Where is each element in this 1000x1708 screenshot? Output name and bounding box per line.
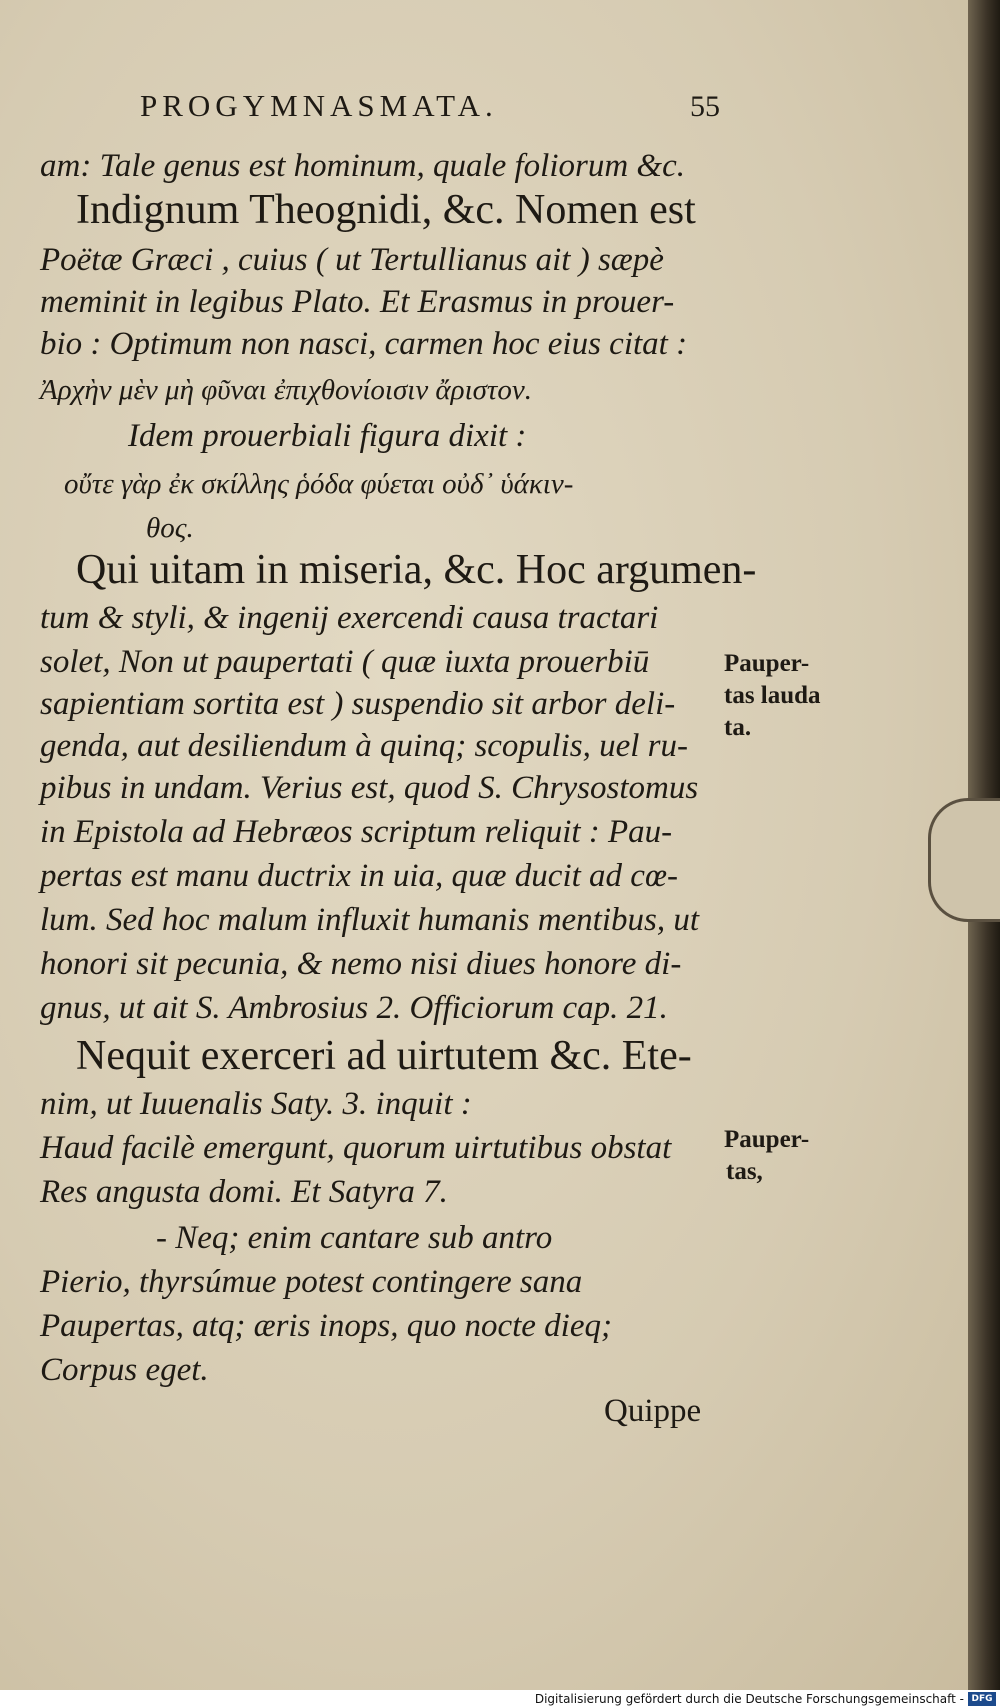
text-line: Idem prouerbiali figura dixit :: [128, 418, 527, 454]
text-line: Indignum Theognidi, &c. Nomen est: [76, 187, 696, 233]
text-line: in Epistola ad Hebræos scriptum reliquit : Pau-: [40, 814, 673, 850]
margin-note: tas,: [726, 1158, 763, 1185]
dfg-logo: DFG: [968, 1692, 996, 1706]
text-line: Poëtæ Græci , cuius ( ut Tertullianus ait ) sæpè: [40, 242, 664, 278]
text-line: bio : Optimum non nasci, carmen hoc eius citat :: [40, 326, 688, 362]
text-line: pibus in undam. Verius est, quod S. Chrysostomus: [40, 770, 699, 806]
catchword: Quippe: [604, 1393, 702, 1429]
margin-note: Pauper-: [724, 1126, 810, 1153]
text-line: meminit in legibus Plato. Et Erasmus in prouer-: [40, 284, 675, 320]
greek-line: θος.: [146, 512, 194, 544]
page-number: 55: [690, 90, 720, 123]
text-line: - Neq; enim cantare sub antro: [156, 1220, 553, 1256]
margin-note: tas lauda: [724, 682, 821, 709]
book-clasp: [928, 798, 1000, 922]
text-line: tum & styli, & ingenij exercendi causa tractari: [40, 600, 659, 636]
text-line: pertas est manu ductrix in uia, quæ ducit ad cœ-: [40, 858, 678, 894]
text-line: Nequit exerceri ad uirtutem &c. Ete-: [76, 1033, 692, 1079]
text-line: Haud facilè emergunt, quorum uirtutibus obstat: [40, 1130, 672, 1166]
running-header: PROGYMNASMATA.: [140, 88, 498, 123]
greek-line: οὔτε γὰρ ἐκ σκίλλης ῥόδα φύεται οὐδ᾽ ὑάκιν-: [64, 468, 574, 500]
text-line: sapientiam sortita est ) suspendio sit arbor deli-: [40, 686, 676, 722]
greek-line: Ἀρχὴν μὲν μὴ φῦναι ἐπιχθονίοισιν ἄριστον.: [40, 374, 532, 406]
text-line: nim, ut Iuuenalis Saty. 3. inquit :: [40, 1086, 472, 1122]
text-line: am: Tale genus est hominum, quale foliorum &c.: [40, 148, 685, 184]
text-line: Res angusta domi. Et Satyra 7.: [40, 1174, 448, 1210]
text-line: honori sit pecunia, & nemo nisi diues honore di-: [40, 946, 682, 982]
text-line: Pierio, thyrsúmue potest contingere sana: [40, 1264, 583, 1300]
text-line: lum. Sed hoc malum influxit humanis mentibus, ut: [40, 902, 700, 938]
text-line: Corpus eget.: [40, 1352, 209, 1388]
text-line: Paupertas, atq; æris inops, quo nocte dieq;: [40, 1308, 612, 1344]
text-line: solet, Non ut paupertati ( quæ iuxta prouerbiū: [40, 644, 650, 680]
margin-note: Pauper-: [724, 650, 810, 677]
digitization-footer: [0, 1690, 1000, 1708]
text-line: gnus, ut ait S. Ambrosius 2. Officiorum cap. 21.: [40, 990, 668, 1026]
margin-note: ta.: [724, 714, 752, 741]
text-line: genda, aut desiliendum à quinq; scopulis, uel ru-: [40, 728, 689, 764]
text-line: Qui uitam in miseria, &c. Hoc argumen-: [76, 547, 757, 593]
footer-text: Digitalisierung gefördert durch die Deutsche Forschungsgemeinschaft -: [534, 1692, 964, 1706]
